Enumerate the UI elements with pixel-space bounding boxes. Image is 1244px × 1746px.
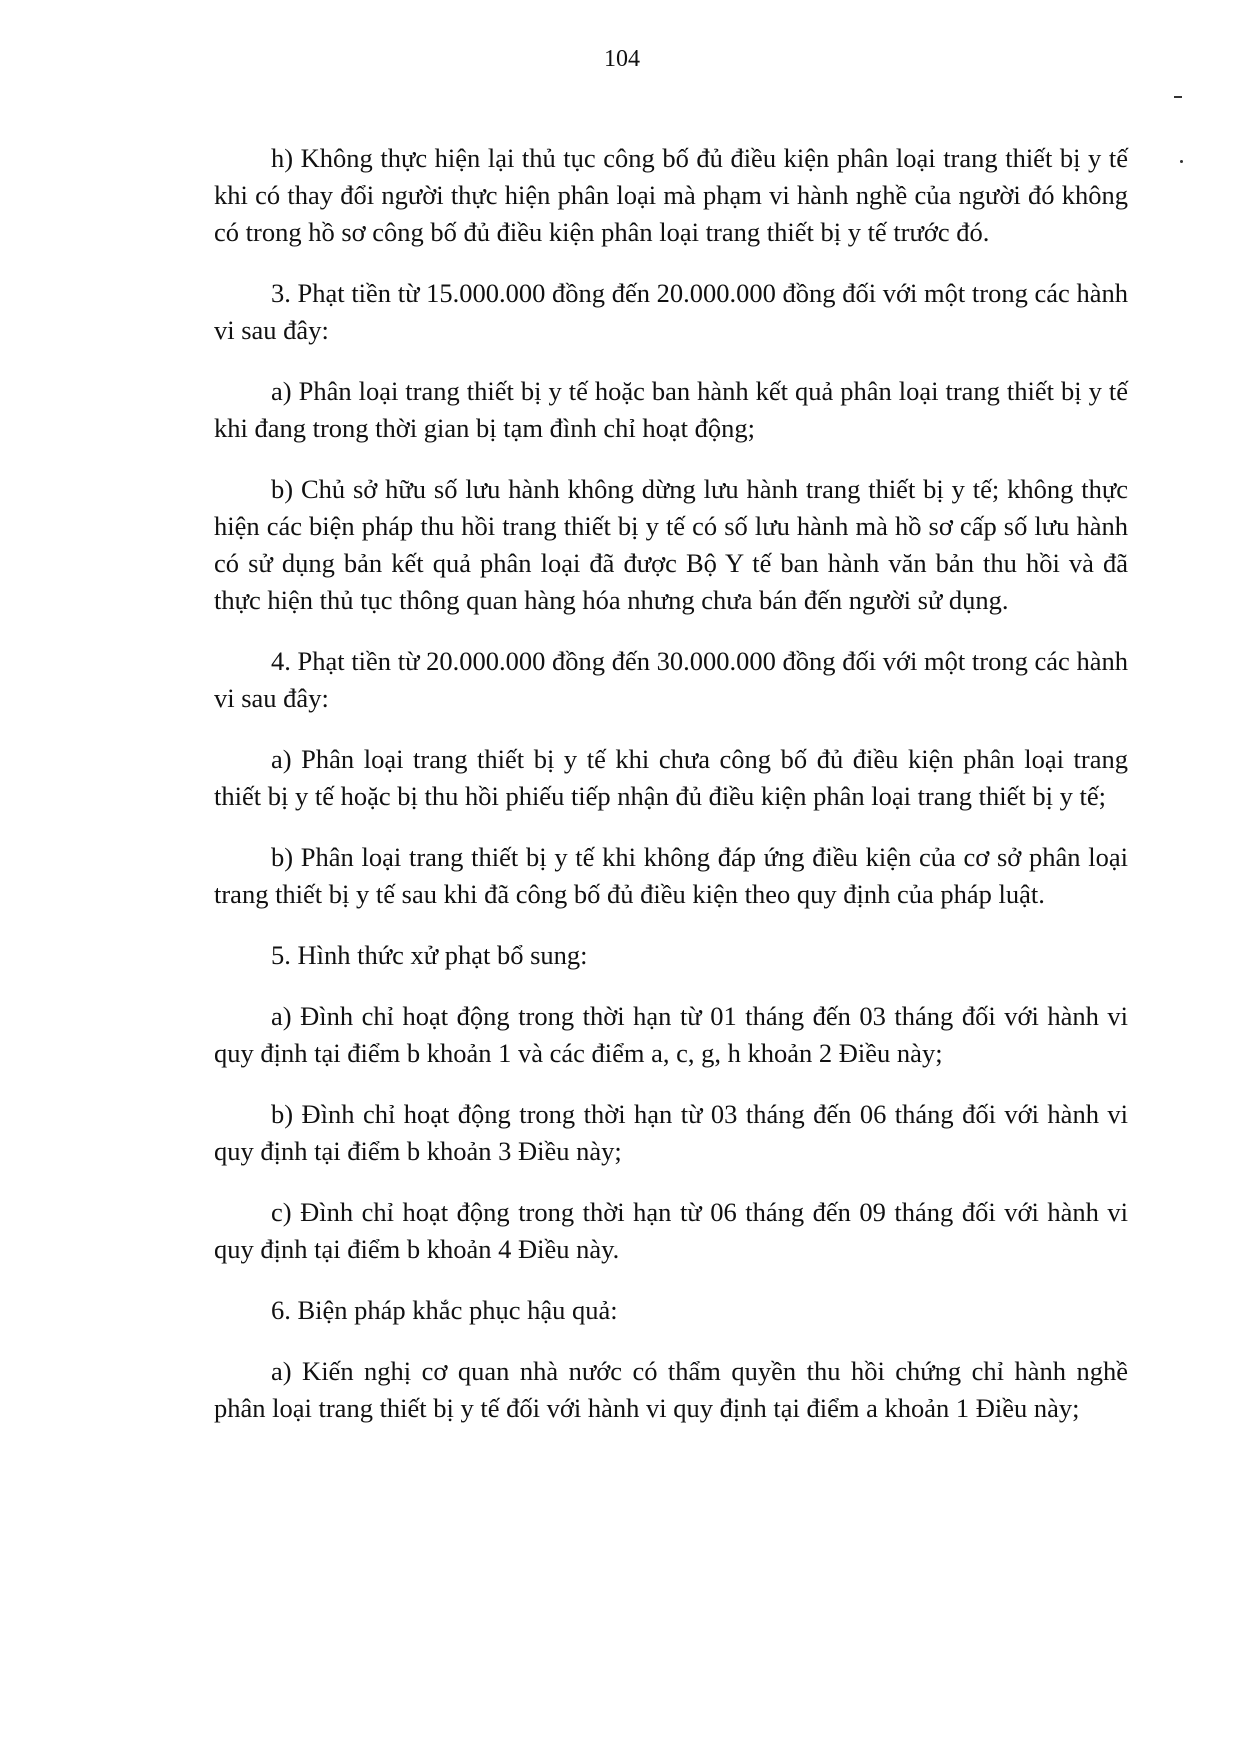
paragraph-3b: b) Chủ sở hữu số lưu hành không dừng lưu hành trang thiết bị y tế; không thực hiện các biện pháp thu hồi trang thiết bị y tế có số lưu hành mà hồ sơ cấp số lưu hành có sử dụng bản kết quả phân loại đã được Bộ Y tế ban hành văn bản thu hồi và đã thực hiện thủ tục thông quan hàng hóa nhưng chưa bán đến người sử dụng. (214, 474, 1128, 615)
paragraph-1h: h) Không thực hiện lại thủ tục công bố đủ điều kiện phân loại trang thiết bị y tế khi có thay đổi người thực hiện phân loại mà phạm vi hành nghề của người đó không có trong hồ sơ công bố đủ điều kiện phân loại trang thiết bị y tế trước đó. (214, 143, 1128, 247)
paragraph-4: 4. Phạt tiền từ 20.000.000 đồng đến 30.000.000 đồng đối với một trong các hành vi sau đây: (214, 646, 1128, 713)
paragraph-6a: a) Kiến nghị cơ quan nhà nước có thẩm quyền thu hồi chứng chỉ hành nghề phân loại trang thiết bị y tế đối với hành vi quy định tại điểm a khoản 1 Điều này; (214, 1356, 1128, 1423)
paragraph-3: 3. Phạt tiền từ 15.000.000 đồng đến 20.000.000 đồng đối với một trong các hành vi sau đây: (214, 278, 1128, 345)
document-body (214, 140, 1128, 1451)
paragraph-3a: a) Phân loại trang thiết bị y tế hoặc ban hành kết quả phân loại trang thiết bị y tế khi đang trong thời gian bị tạm đình chỉ hoạt động; (214, 376, 1128, 443)
page-number: 104 (604, 46, 640, 72)
paragraph-6: 6. Biện pháp khắc phục hậu quả: (271, 1295, 618, 1325)
paragraph-4a: a) Phân loại trang thiết bị y tế khi chưa công bố đủ điều kiện phân loại trang thiết bị y tế hoặc bị thu hồi phiếu tiếp nhận đủ điều kiện phân loại trang thiết bị y tế; (214, 744, 1128, 811)
scan-mark (1180, 160, 1183, 163)
paragraph-5b: b) Đình chỉ hoạt động trong thời hạn từ 03 tháng đến 06 tháng đối với hành vi quy định tại điểm b khoản 3 Điều này; (214, 1099, 1128, 1166)
paragraph-4b: b) Phân loại trang thiết bị y tế khi không đáp ứng điều kiện của cơ sở phân loại trang thiết bị y tế sau khi đã công bố đủ điều kiện theo quy định của pháp luật. (214, 842, 1128, 909)
scan-mark (1174, 96, 1182, 98)
paragraph-5c: c) Đình chỉ hoạt động trong thời hạn từ 06 tháng đến 09 tháng đối với hành vi quy định tại điểm b khoản 4 Điều này. (214, 1197, 1128, 1264)
paragraph-5a: a) Đình chỉ hoạt động trong thời hạn từ 01 tháng đến 03 tháng đối với hành vi quy định tại điểm b khoản 1 và các điểm a, c, g, h khoản 2 Điều này; (214, 1001, 1128, 1068)
paragraph-5: 5. Hình thức xử phạt bổ sung: (271, 940, 588, 970)
